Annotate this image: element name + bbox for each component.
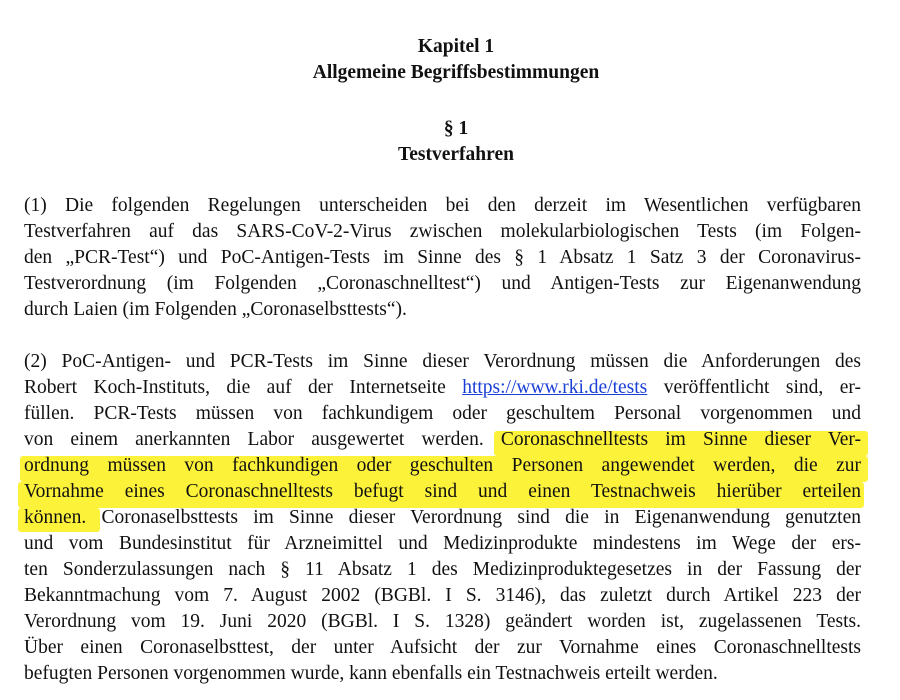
paragraph-line bbox=[24, 505, 861, 531]
paragraph-line: ten Sonderzulassungen nach § 11 Absatz 1 des Medizinproduktegesetzes in der Fassung der bbox=[24, 559, 861, 580]
paragraph-line: Bekanntmachung vom 7. August 2002 (BGBl. I S. 3146), das zuletzt durch Artikel 223 der bbox=[24, 585, 861, 606]
paragraph-line: den „PCR-Test“) und PoC-Antigen-Tests im Sinne des § 1 Absatz 1 Satz 3 der Coronavirus- bbox=[24, 247, 861, 268]
chapter-title: Allgemeine Begriffsbestimmungen bbox=[312, 62, 600, 83]
paragraph-text: von einem anerkannten Labor ausgewertet werden. bbox=[24, 429, 501, 450]
paragraph-line: und vom Bundesinstitut für Arzneimittel und Medizinprodukte mindestens im Wege der ers- bbox=[24, 533, 861, 554]
paragraph-text: veröffentlicht sind, er- bbox=[647, 377, 861, 398]
section-title: Testverfahren bbox=[398, 144, 514, 165]
highlighted-line: Vornahme eines Coronaschnelltests befugt sind und einen Testnachweis hierüber erteilen bbox=[24, 481, 861, 502]
paragraph-text: Robert Koch-Instituts, die auf der Internetseite bbox=[24, 377, 463, 398]
highlighted-text: können. bbox=[24, 507, 87, 528]
chapter-number: Kapitel 1 bbox=[417, 36, 495, 57]
paragraph-line bbox=[24, 427, 861, 453]
paragraph-line: (2) PoC-Antigen- und PCR-Tests im Sinne dieser Verordnung müssen die Anforderungen des bbox=[24, 351, 861, 372]
paragraph-line: Testverordnung (im Folgenden „Coronaschnelltest“) und Antigen-Tests zur Eigenanwendung bbox=[24, 273, 861, 294]
paragraph-line: (1) Die folgenden Regelungen unterscheiden bei den derzeit im Wesentlichen verfügbaren bbox=[24, 195, 861, 216]
paragraph-line: Verordnung vom 19. Juni 2020 (BGBl. I S. 1328) geändert worden ist, zugelassenen Tests. bbox=[24, 611, 861, 632]
paragraph-line: füllen. PCR-Tests müssen von fachkundigem oder geschultem Personal vorgenommen und bbox=[24, 403, 861, 424]
paragraph-text: Coronaselbsttests im Sinne dieser Verordnung sind die in Eigenanwendung genutzten bbox=[86, 507, 861, 528]
highlighted-line: ordnung müssen von fachkundigen oder geschulten Personen angewendet werden, die zur bbox=[24, 455, 861, 476]
paragraph-line: Über einen Coronaselbsttest, der unter Aufsicht der zur Vornahme eines Coronaschnelltests bbox=[24, 637, 861, 658]
paragraph-line: Testverfahren auf das SARS-CoV-2-Virus zwischen molekularbiologischen Tests (im Folgen- bbox=[24, 221, 861, 242]
paragraph-line: durch Laien (im Folgenden „Coronaselbsttests“). bbox=[24, 299, 407, 320]
rki-tests-link[interactable]: https://www.rki.de/tests bbox=[462, 377, 648, 398]
highlighted-text: Coronaschnelltests im Sinne dieser Ver- bbox=[500, 429, 861, 450]
section-number: § 1 bbox=[443, 118, 469, 139]
paragraph-line: befugten Personen vorgenommen wurde, kann ebenfalls ein Testnachweis erteilt werden. bbox=[24, 663, 718, 684]
paragraph-line bbox=[24, 375, 861, 401]
